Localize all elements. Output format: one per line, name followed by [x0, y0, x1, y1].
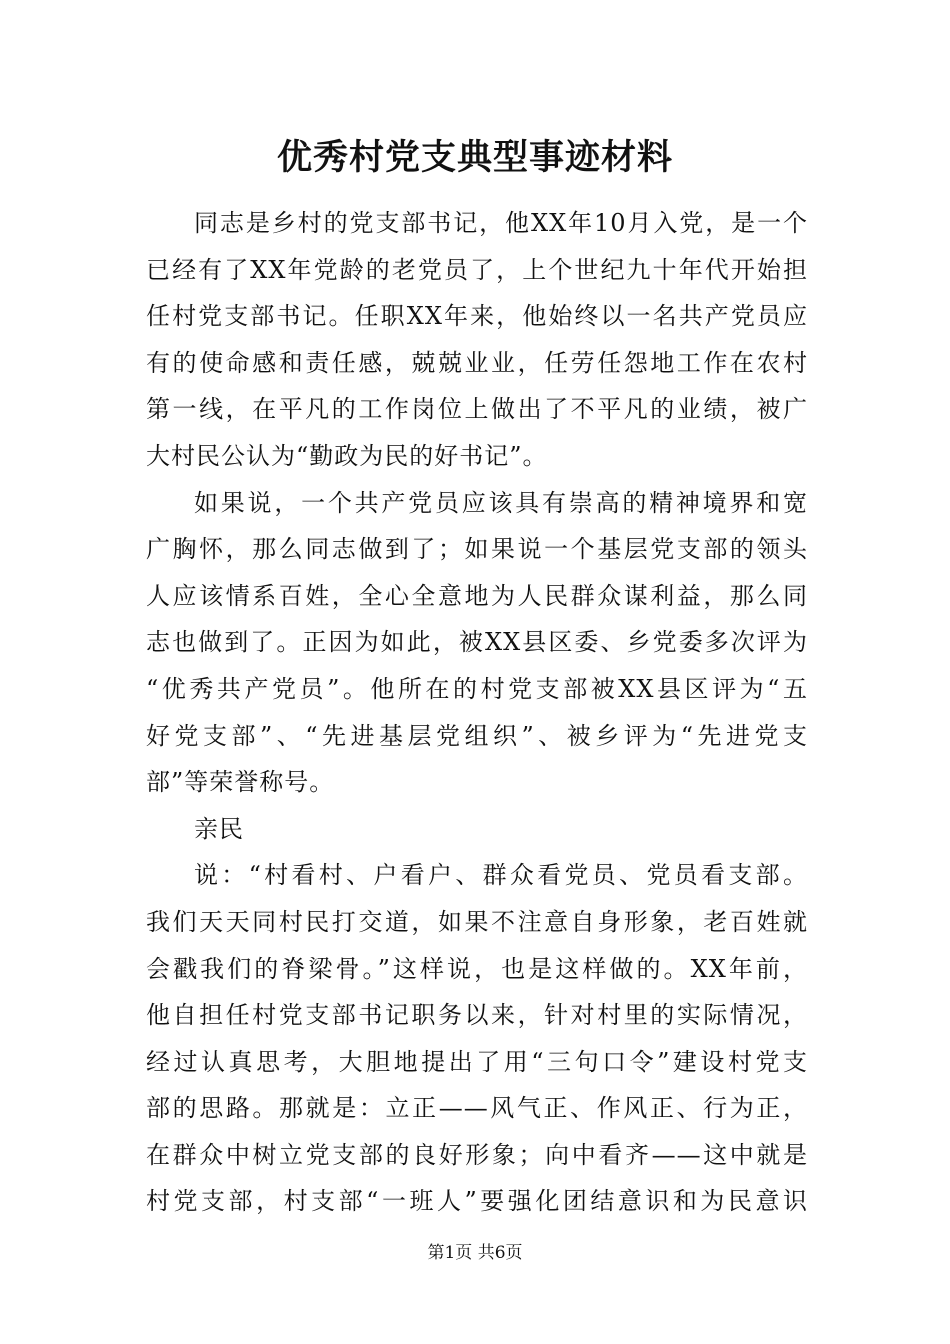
text-line: 好党支部”、“先进基层党组织”、被乡评为“先进党支	[146, 721, 808, 750]
text-line: 我们天天同村民打交道，如果不注意自身形象，老百姓就	[146, 907, 808, 936]
text-line: 如果说，一个共产党员应该具有崇高的精神境界和宽	[194, 488, 808, 517]
document-body	[146, 200, 808, 1225]
text-line: 广胸怀，那么同志做到了；如果说一个基层党支部的领头	[146, 535, 808, 564]
text-line: 志也做到了。正因为如此，被XX县区委、乡党委多次评为	[146, 628, 808, 657]
text-line: 人应该情系百姓，全心全意地为人民群众谋利益，那么同	[146, 581, 808, 610]
text-line: 亲民	[194, 814, 244, 843]
text-line: 经过认真思考，大胆地提出了用“三句口令”建设村党支	[146, 1047, 808, 1076]
page-footer: 第1页 共6页	[427, 1243, 523, 1263]
text-line: “优秀共产党员”。他所在的村党支部被XX县区评为“五	[146, 674, 808, 703]
text-line: 部的思路。那就是：立正——风气正、作风正、行为正，	[146, 1094, 808, 1123]
text-line: 说：“村看村、户看户、群众看党员、党员看支部。	[194, 861, 808, 890]
text-line: 村党支部，村支部“一班人”要强化团结意识和为民意识	[146, 1187, 808, 1216]
text-line: 第一线，在平凡的工作岗位上做出了不平凡的业绩，被广	[146, 395, 808, 424]
text-line: 已经有了XX年党龄的老党员了，上个世纪九十年代开始担	[146, 255, 808, 284]
text-line: 他自担任村党支部书记职务以来，针对村里的实际情况，	[146, 1001, 808, 1030]
text-line: 大村民公认为“勤政为民的好书记”。	[146, 441, 548, 470]
page-title: 优秀村党支典型事迹材料	[276, 137, 673, 178]
text-line: 在群众中树立党支部的良好形象；向中看齐——这中就是	[146, 1140, 808, 1169]
text-line: 同志是乡村的党支部书记，他XX年10月入党，是一个	[194, 209, 808, 237]
text-line: 部”等荣誉称号。	[146, 768, 335, 797]
text-line: 任村党支部书记。任职XX年来，他始终以一名共产党员应	[146, 302, 808, 331]
text-line: 会戳我们的脊梁骨。”这样说，也是这样做的。XX年前，	[146, 954, 808, 983]
text-line: 有的使命感和责任感，兢兢业业，任劳任怨地工作在农村	[146, 348, 808, 377]
